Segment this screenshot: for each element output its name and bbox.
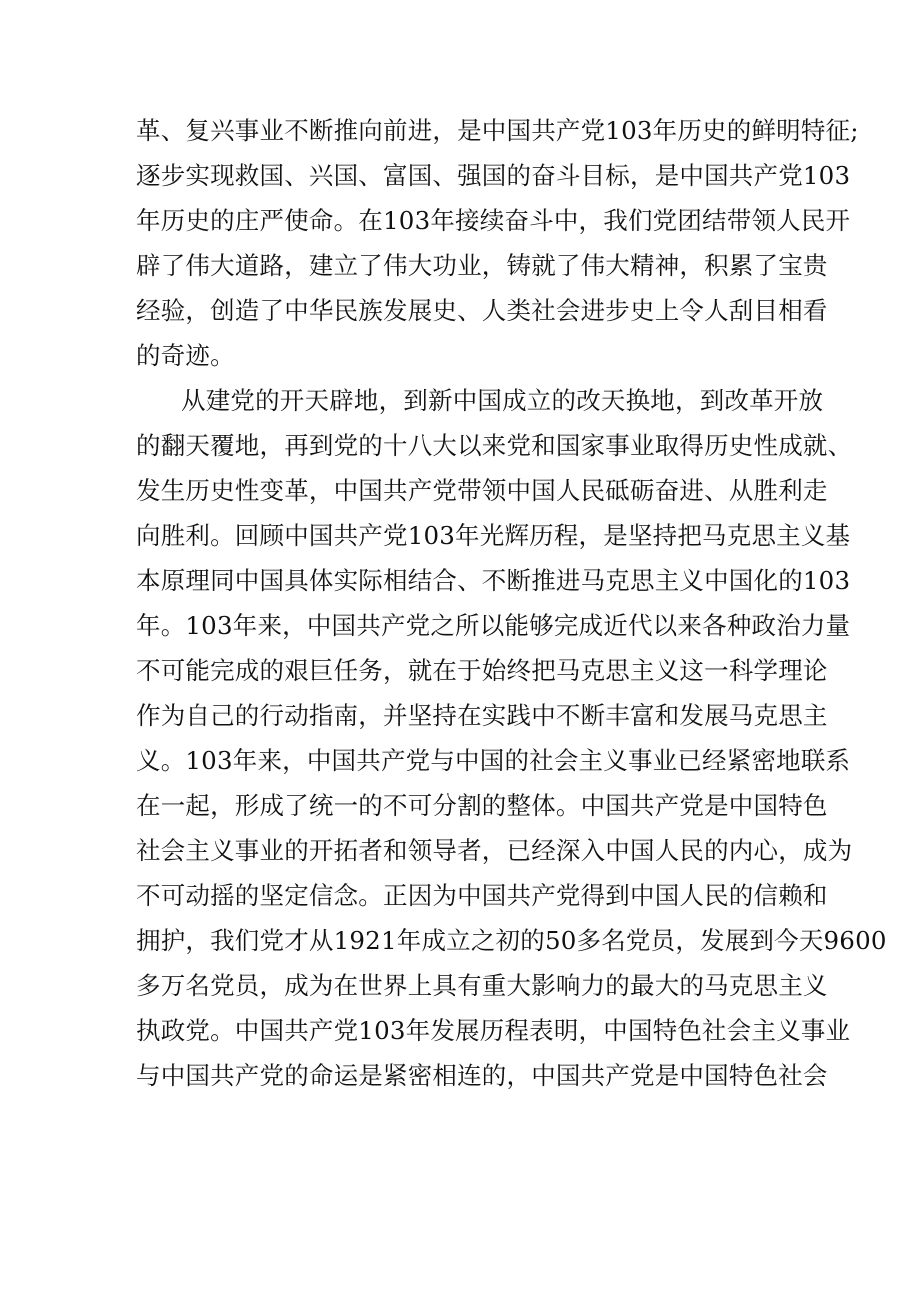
- text-line: 不可动摇的坚定信念。正因为中国共产党得到中国人民的信赖和: [136, 881, 828, 910]
- text-line: 拥护，我们党才从1921年成立之初的50多名党员，发展到今天9600: [136, 926, 887, 955]
- text-line: 的翻天覆地，再到党的十八大以来党和国家事业取得历史性成就、: [136, 431, 853, 460]
- text-line: 向胜利。回顾中国共产党103年光辉历程，是坚持把马克思主义基: [136, 521, 851, 550]
- text-line: 的奇迹。: [136, 341, 235, 370]
- text-line: 辟了伟大道路，建立了伟大功业，铸就了伟大精神，积累了宝贵: [136, 251, 828, 280]
- text-line: 在一起，形成了统一的不可分割的整体。中国共产党是中国特色: [136, 791, 828, 820]
- text-line: 发生历史性变革，中国共产党带领中国人民砥砺奋进、从胜利走: [136, 476, 828, 505]
- text-line: 社会主义事业的开拓者和领导者，已经深入中国人民的内心，成为: [136, 836, 853, 865]
- text-line: 年历史的庄严使命。在103年接续奋斗中，我们党团结带领人民开: [136, 206, 851, 235]
- text-line: 作为自己的行动指南，并坚持在实践中不断丰富和发展马克思主: [136, 701, 828, 730]
- text-line: 逐步实现救国、兴国、富国、强国的奋斗目标，是中国共产党103: [136, 161, 851, 190]
- text-line: 经验，创造了中华民族发展史、人类社会进步史上令人刮目相看: [136, 296, 828, 325]
- text-line: 革、复兴事业不断推向前进，是中国共产党103年历史的鲜明特征;: [136, 116, 859, 145]
- text-line: 义。103年来，中国共产党与中国的社会主义事业已经紧密地联系: [136, 746, 851, 775]
- text-line: 多万名党员，成为在世界上具有重大影响力的最大的马克思主义: [136, 971, 828, 1000]
- text-line: 年。103年来，中国共产党之所以能够完成近代以来各种政治力量: [136, 611, 851, 640]
- text-line: 执政党。中国共产党103年发展历程表明，中国特色社会主义事业: [136, 1016, 851, 1045]
- text-line: 与中国共产党的命运是紧密相连的，中国共产党是中国特色社会: [136, 1061, 828, 1090]
- text-line: 本原理同中国具体实际相结合、不断推进马克思主义中国化的103: [136, 566, 851, 595]
- text-line: 从建党的开天辟地，到新中国成立的改天换地，到改革开放: [181, 386, 824, 415]
- text-line: 不可能完成的艰巨任务，就在于始终把马克思主义这一科学理论: [136, 656, 828, 685]
